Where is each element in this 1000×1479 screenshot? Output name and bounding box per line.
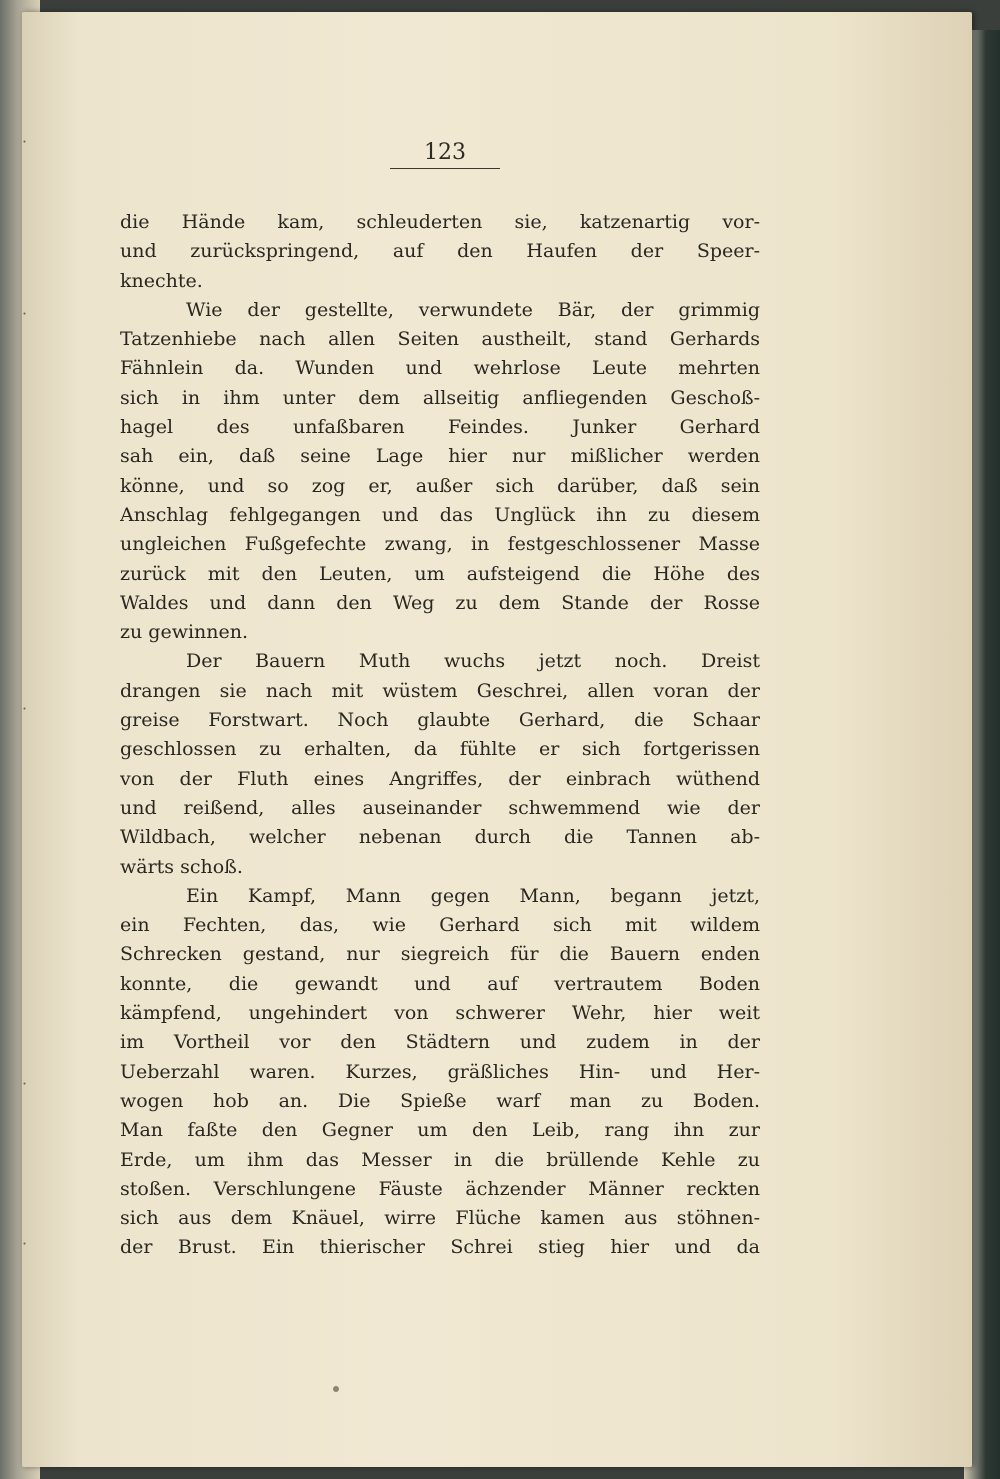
text-line: sich in ihm unter dem allseitig anfliegenden Geschoß- (120, 386, 760, 409)
text-line: der Brust. Ein thierischer Schrei stieg hier und da (120, 1236, 760, 1259)
text-line: von der Fluth eines Angriffes, der einbrach wüthend (120, 767, 760, 790)
margin-mark-icon: ˙ (20, 310, 29, 331)
text-line: knechte. (120, 269, 203, 292)
text-line: sah ein, daß seine Lage hier nur mißlicher werden (120, 445, 760, 468)
text-line: Man faßte den Gegner um den Leib, rang ihn zur (120, 1119, 760, 1142)
margin-mark-icon: ˙ (20, 1080, 29, 1101)
text-line: die Hände kam, schleuderten sie, katzenartig vor- (120, 211, 760, 233)
header-rule (390, 168, 500, 169)
text-line: Ueberzahl waren. Kurzes, gräßliches Hin- und Her- (120, 1060, 760, 1083)
text-line: kämpfend, ungehindert von schwerer Wehr, hier weit (120, 1002, 760, 1025)
margin-mark-icon: ˙ (20, 705, 29, 726)
text-line: Erde, um ihm das Messer in die brüllende Kehle zu (120, 1148, 760, 1171)
text-line: und reißend, alles auseinander schwemmend wie der (120, 796, 760, 819)
text-line: drangen sie nach mit wüstem Geschrei, allen voran der (120, 679, 760, 702)
text-line: wogen hob an. Die Spieße warf man zu Boden. (120, 1089, 760, 1112)
text-line: zurück mit den Leuten, um aufsteigend die Höhe des (120, 562, 760, 585)
text-line: sich aus dem Knäuel, wirre Flüche kamen aus stöhnen- (120, 1207, 760, 1230)
text-line: konnte, die gewandt und auf vertrautem Boden (120, 972, 760, 995)
text-line: zu gewinnen. (120, 621, 249, 644)
text-line: Der Bauern Muth wuchs jetzt noch. Dreist (186, 650, 760, 673)
text-line: ungleichen Fußgefechte zwang, in festgeschlossener Masse (120, 533, 760, 556)
body-text (120, 208, 760, 1263)
page-number: 123 (424, 140, 466, 165)
text-line: Wildbach, welcher nebenan durch die Tannen ab- (120, 826, 760, 849)
text-line: ein Fechten, das, wie Gerhard sich mit wildem (120, 914, 760, 937)
text-line: im Vortheil vor den Städtern und zudem in der (120, 1031, 760, 1054)
text-line: stoßen. Verschlungene Fäuste ächzender Männer reckten (120, 1177, 760, 1200)
page-speck (333, 1386, 339, 1392)
text-line: Fähnlein da. Wunden und wehrlose Leute mehrten (120, 357, 760, 380)
text-line: Tatzenhiebe nach allen Seiten austheilt, stand Gerhards (120, 328, 760, 351)
text-line: Anschlag fehlgegangen und das Unglück ihn zu diesem (120, 503, 760, 526)
text-line: und zurückspringend, auf den Haufen der Speer- (120, 240, 760, 263)
text-line: Schrecken gestand, nur siegreich für die Bauern enden (120, 943, 760, 966)
text-line: könne, und so zog er, außer sich darüber, daß sein (120, 474, 760, 497)
text-line: Wie der gestellte, verwundete Bär, der grimmig (186, 298, 760, 321)
text-line: Waldes und dann den Weg zu dem Stande der Rosse (120, 591, 760, 614)
margin-mark-icon: ˙ (20, 1240, 29, 1261)
text-line: Ein Kampf, Mann gegen Mann, begann jetzt, (186, 884, 760, 907)
text-line: wärts schoß. (120, 855, 243, 878)
text-line: greise Forstwart. Noch glaubte Gerhard, die Schaar (120, 709, 760, 732)
text-line: hagel des unfaßbaren Feindes. Junker Gerhard (120, 416, 760, 439)
margin-mark-icon: ˙ (20, 138, 29, 159)
text-line: geschlossen zu erhalten, da fühlte er sich fortgerissen (120, 738, 760, 761)
